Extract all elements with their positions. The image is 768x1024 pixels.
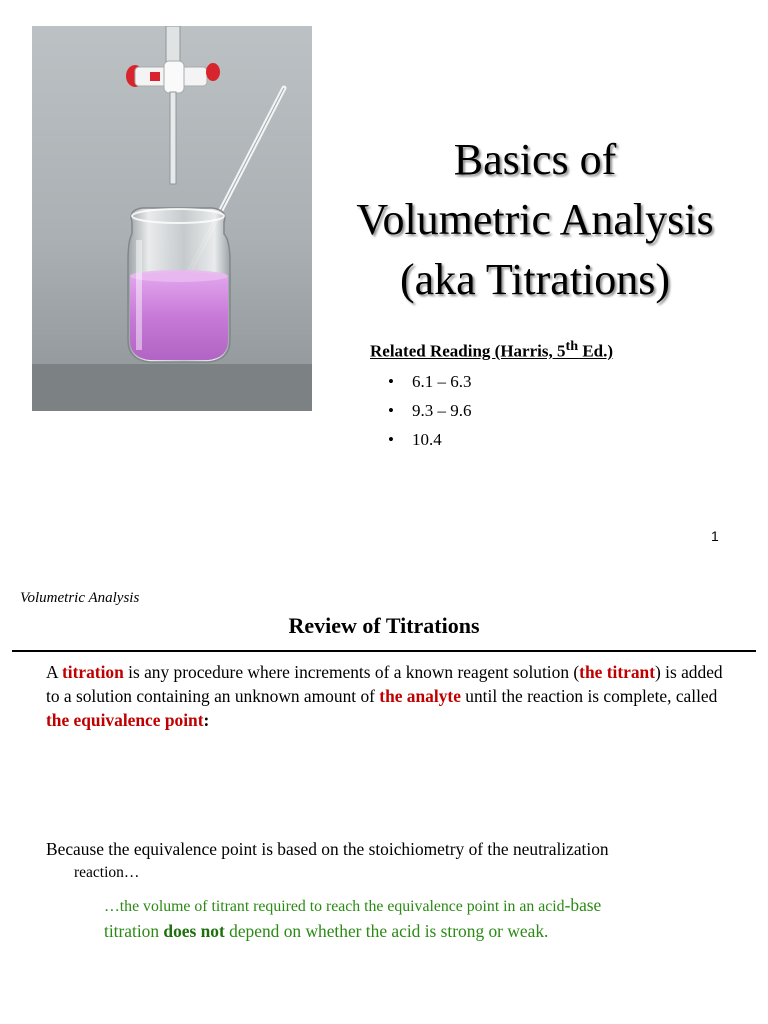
- conclusion-line-2: titration: [104, 921, 164, 941]
- reading-heading-end: Ed.): [578, 341, 614, 361]
- because-line-2: reaction…: [74, 864, 140, 881]
- related-reading: [370, 338, 613, 457]
- reading-item: 6.1 – 6.3: [412, 371, 472, 391]
- term-analyte: the analyte: [379, 686, 461, 706]
- list-item: [370, 399, 613, 428]
- list-item: [370, 428, 613, 457]
- bullet-icon: •: [388, 429, 394, 449]
- term-equivalence-point: the equivalence point: [46, 710, 204, 730]
- burette-tube: [166, 26, 180, 66]
- title-line-3: (aka Titrations): [399, 255, 671, 304]
- reading-heading-text: Related Reading (Harris, 5: [370, 341, 566, 361]
- burette-tip: [170, 92, 176, 184]
- para-text: is any procedure where increments of a known reagent solution (: [123, 662, 580, 682]
- bullet-icon: •: [388, 371, 394, 391]
- para-text: :: [203, 710, 210, 730]
- bullet-icon: •: [388, 400, 394, 420]
- conclusion-text: [104, 893, 601, 943]
- reading-heading-sup: th: [565, 338, 579, 354]
- conclusion-line-1-end: -base: [564, 895, 602, 915]
- reading-heading: [370, 338, 613, 362]
- because-paragraph: [46, 837, 609, 885]
- reading-item: 9.3 – 9.6: [412, 400, 472, 420]
- titration-photo: [32, 26, 312, 411]
- term-titration: titration: [61, 662, 124, 682]
- para-text: A: [46, 662, 62, 682]
- indicator-solution: [130, 272, 228, 360]
- reading-item: 10.4: [412, 429, 442, 449]
- because-line-1: Because the equivalence point is based on the stoichiometry of the neutralization: [46, 839, 609, 859]
- does-not-emphasis: does not: [163, 921, 225, 941]
- definition-paragraph: [46, 660, 736, 732]
- slide-number: 1: [711, 528, 719, 544]
- list-item: [370, 370, 613, 399]
- heading-divider: [12, 650, 756, 652]
- slide-title: [330, 130, 740, 310]
- slide-heading: Review of Titrations: [288, 613, 480, 638]
- bench-surface: [32, 364, 312, 411]
- para-text: until the reaction is complete, called: [460, 686, 718, 706]
- section-label: Volumetric Analysis: [20, 590, 140, 606]
- conclusion-line-1: …the volume of titrant required to reach the equivalence point in an acid: [104, 898, 565, 915]
- conclusion-line-2-end: depend on whether the acid is strong or weak.: [224, 921, 549, 941]
- para-text: ) is added to a solution containing an unknown amount of: [46, 662, 723, 706]
- reading-list: [370, 370, 613, 457]
- title-line-1: Basics of: [453, 135, 617, 184]
- title-line-2: Volumetric Analysis: [356, 195, 714, 244]
- term-titrant: the titrant: [579, 662, 655, 682]
